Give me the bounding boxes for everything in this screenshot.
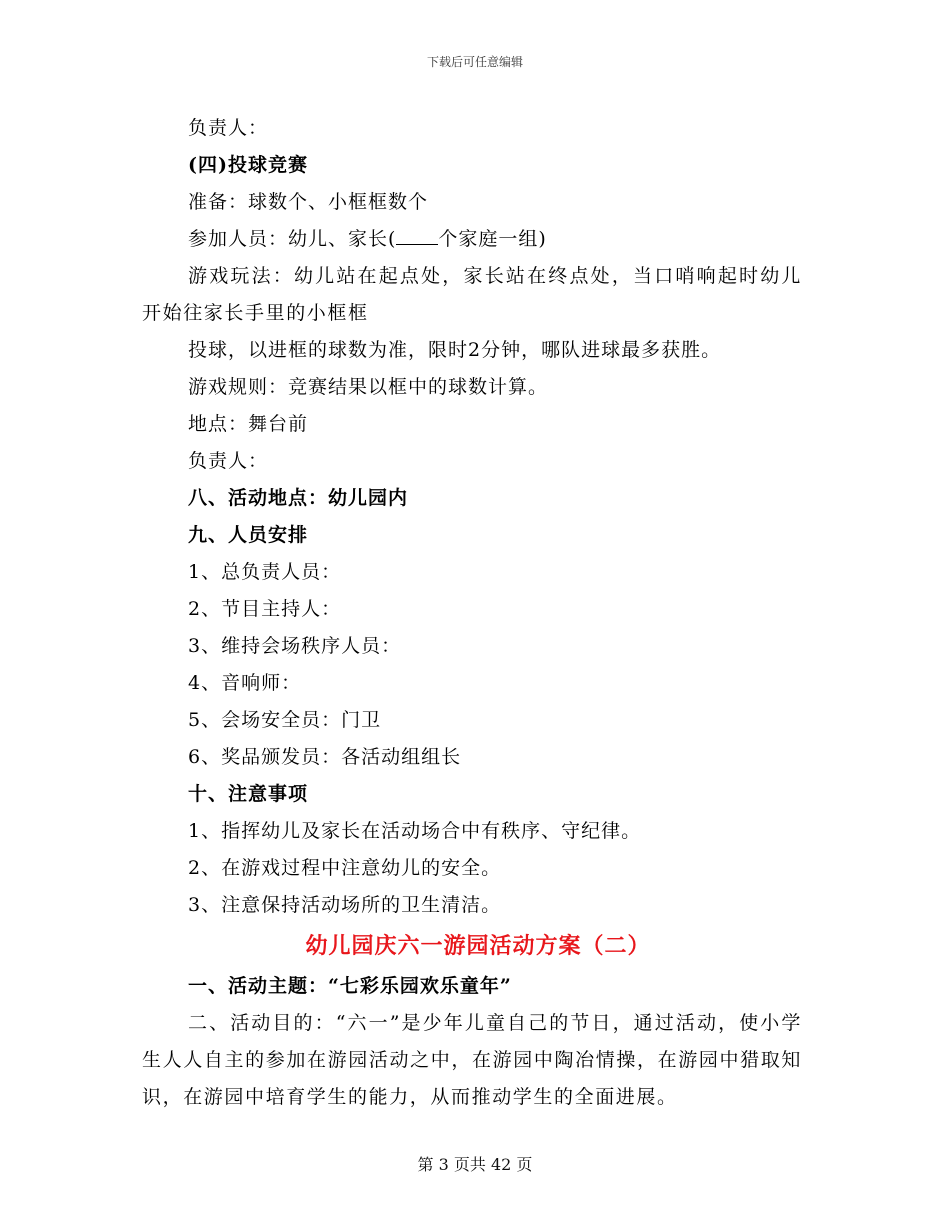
location-line: 地点：舞台前	[188, 413, 309, 435]
plan-two-title: 幼儿园庆六一游园活动方案（二）	[305, 933, 651, 959]
section-heading-notes: 十、注意事项	[188, 783, 309, 805]
staffing-item: 4、音响师：	[188, 672, 302, 694]
participants-line	[142, 221, 802, 258]
staffing-item: 1、总负责人员：	[188, 561, 342, 583]
participants-text-after: 个家庭一组)	[438, 228, 547, 250]
section-heading-ball-toss: (四)投球竞赛	[188, 154, 308, 176]
preparation-line: 准备：球数个、小框框数个	[188, 191, 429, 213]
staffing-item: 5、会场安全员：门卫	[188, 709, 382, 731]
toss-rule-line: 投球，以进框的球数为准，限时2分钟，哪队进球最多获胜。	[188, 339, 722, 361]
responsible-person-line: 负责人：	[188, 117, 269, 139]
staffing-item: 3、维持会场秩序人员：	[188, 635, 402, 657]
page-footer: 第 3 页共 42 页	[417, 1155, 533, 1174]
document-body	[142, 110, 802, 1116]
activity-theme-heading: 一、活动主题：“七彩乐园欢乐童年”	[188, 975, 512, 997]
notes-item: 3、注意保持活动场所的卫生清洁。	[188, 894, 502, 916]
staffing-item: 2、节目主持人：	[188, 598, 342, 620]
section-heading-location: 八、活动地点：幼儿园内	[188, 487, 409, 509]
game-rules-line: 游戏规则：竞赛结果以框中的球数计算。	[188, 376, 549, 398]
notes-item: 1、指挥幼儿及家长在活动场合中有秩序、守纪律。	[188, 820, 642, 842]
notes-item: 2、在游戏过程中注意幼儿的安全。	[188, 857, 502, 879]
fill-in-blank	[396, 226, 438, 245]
gameplay-paragraph: 游戏玩法：幼儿站在起点处，家长站在终点处，当口哨响起时幼儿开始往家长手里的小框框	[142, 265, 802, 324]
responsible-person-line-2: 负责人：	[188, 450, 269, 472]
section-heading-staffing: 九、人员安排	[188, 524, 309, 546]
activity-purpose-paragraph: 二、活动目的：“六一”是少年儿童自己的节日，通过活动，使小学生人人自主的参加在游园活动之中，在游园中陶冶情操，在游园中猎取知识，在游园中培育学生的能力，从而推动学生的全面进展。	[142, 1012, 802, 1108]
staffing-item: 6、奖品颁发员：各活动组组长	[188, 746, 462, 768]
page-header: 下载后可任意编辑	[426, 55, 523, 69]
participants-text-before: 参加人员：幼儿、家长(	[188, 228, 397, 250]
